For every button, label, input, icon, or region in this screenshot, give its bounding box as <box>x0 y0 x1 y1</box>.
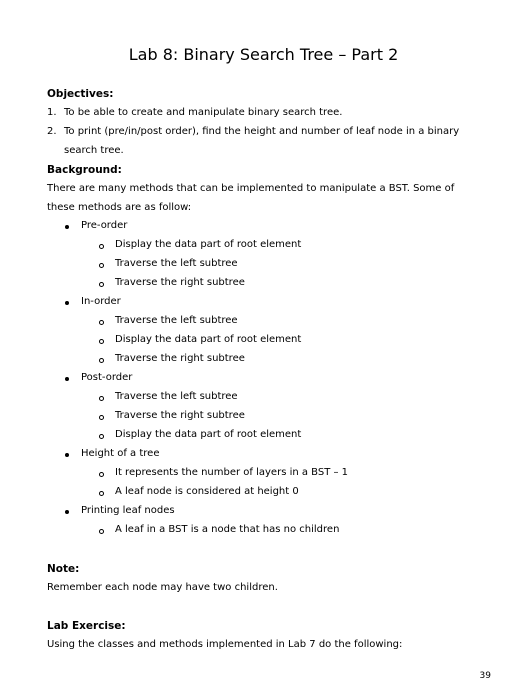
method-step: A leaf in a BST is a node that has no children <box>115 524 340 535</box>
method-step: It represents the number of layers in a BST – 1 <box>115 467 349 478</box>
bullet-icon <box>65 510 69 514</box>
bullet-icon <box>65 225 69 229</box>
objective-number: 2. <box>47 126 57 137</box>
method-step: Traverse the right subtree <box>115 353 245 364</box>
method-step: A leaf node is considered at height 0 <box>115 486 299 497</box>
objective-number: 1. <box>47 107 57 118</box>
circle-bullet-icon <box>99 491 104 496</box>
method-step: Display the data part of root element <box>115 239 302 250</box>
method-step: Traverse the left subtree <box>115 391 238 402</box>
method-step: Traverse the left subtree <box>115 258 238 269</box>
method-step: Traverse the left subtree <box>115 315 238 326</box>
circle-bullet-icon <box>99 529 104 534</box>
circle-bullet-icon <box>99 282 104 287</box>
circle-bullet-icon <box>99 358 104 363</box>
circle-bullet-icon <box>99 320 104 325</box>
bullet-icon <box>65 453 69 457</box>
bullet-icon <box>65 301 69 305</box>
circle-bullet-icon <box>99 263 104 268</box>
lab-exercise-text: Using the classes and methods implemented in Lab 7 do the following: <box>47 639 403 650</box>
page-number: 39 <box>479 671 491 681</box>
circle-bullet-icon <box>99 415 104 420</box>
page-title: Lab 8: Binary Search Tree – Part 2 <box>128 45 399 64</box>
background-intro: There are many methods that can be implemented to manipulate a BST. Some of <box>47 183 455 194</box>
method-step: Traverse the right subtree <box>115 277 245 288</box>
method-step: Display the data part of root element <box>115 334 302 345</box>
background-intro: these methods are as follow: <box>47 202 192 213</box>
background-heading: Background: <box>47 164 122 176</box>
note-text: Remember each node may have two children. <box>47 582 278 593</box>
bullet-icon <box>65 377 69 381</box>
circle-bullet-icon <box>99 396 104 401</box>
method-label: Height of a tree <box>81 448 160 459</box>
method-label: In-order <box>81 296 121 307</box>
method-step: Traverse the right subtree <box>115 410 245 421</box>
note-heading: Note: <box>47 563 80 575</box>
method-label: Pre-order <box>81 220 128 231</box>
circle-bullet-icon <box>99 244 104 249</box>
method-label: Printing leaf nodes <box>81 505 175 516</box>
objective-text: To be able to create and manipulate binary search tree. <box>64 107 343 118</box>
circle-bullet-icon <box>99 434 104 439</box>
circle-bullet-icon <box>99 339 104 344</box>
circle-bullet-icon <box>99 472 104 477</box>
method-step: Display the data part of root element <box>115 429 302 440</box>
objective-text-continuation: search tree. <box>64 145 124 156</box>
method-label: Post-order <box>81 372 133 383</box>
lab-exercise-heading: Lab Exercise: <box>47 620 126 632</box>
objectives-heading: Objectives: <box>47 88 114 100</box>
objective-text: To print (pre/in/post order), find the height and number of leaf node in a binary <box>64 126 460 137</box>
